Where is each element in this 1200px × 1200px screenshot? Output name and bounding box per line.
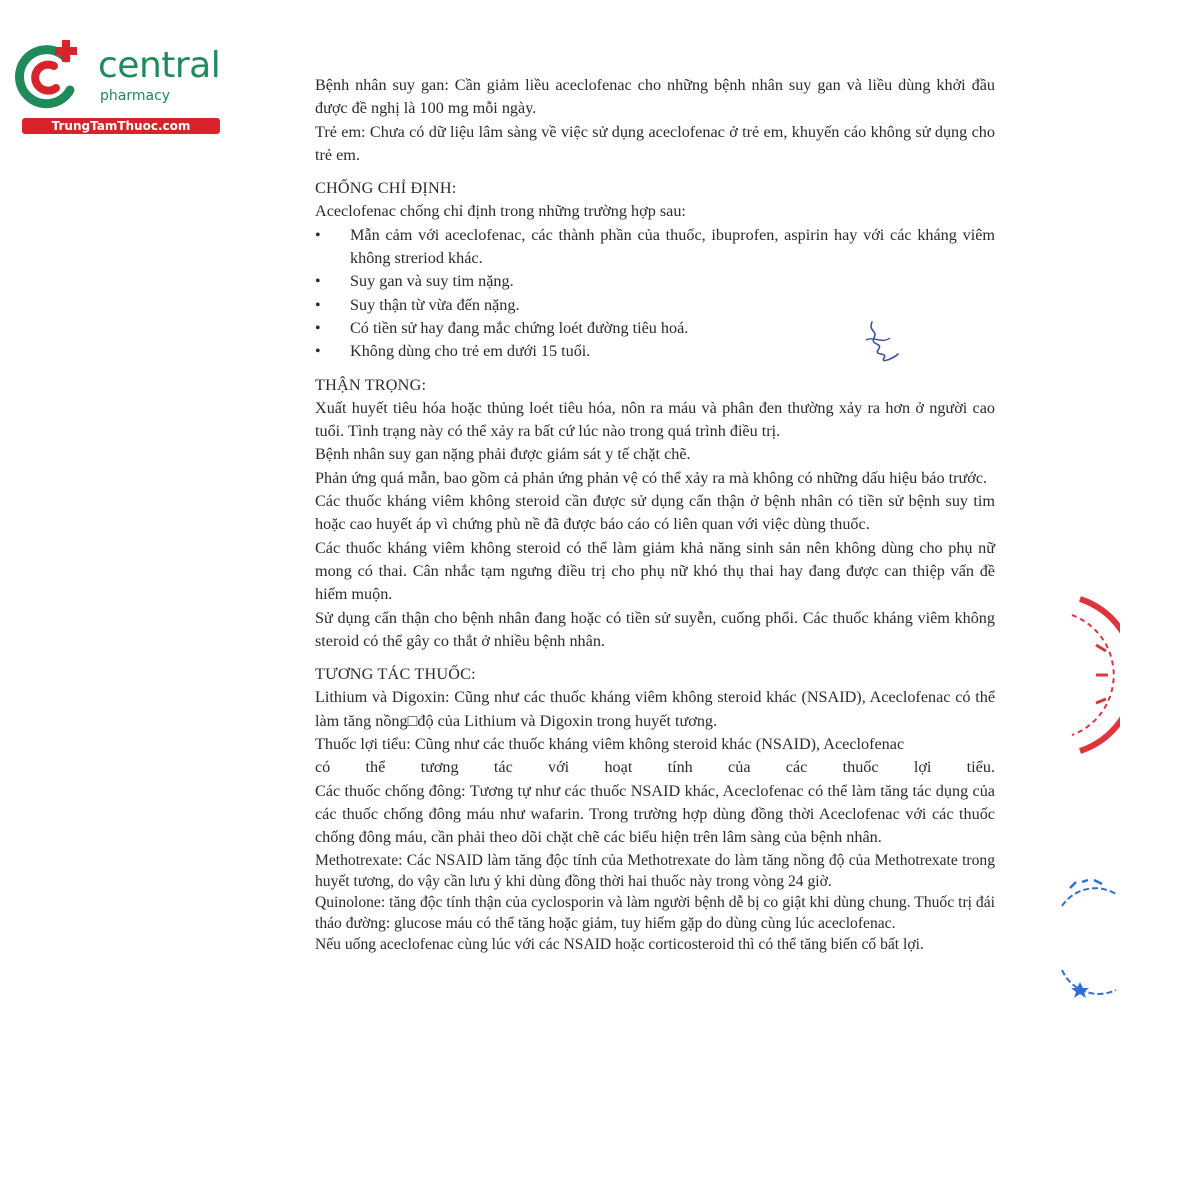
contraindication-item: • Không dùng cho trẻ em dưới 15 tuổi. (315, 340, 995, 363)
contraindications-heading: CHỐNG CHỈ ĐỊNH: (315, 179, 457, 198)
methotrexate-paragraph: Methotrexate: Các NSAID làm tăng độc tính của Methotrexate do làm tăng nồng độ của Methotrexate trong huyết tương, do vậy cần lưu ý khi dùng đồng thời hai thuốc này trong vòng 24 giờ. (315, 851, 995, 890)
document-body (315, 74, 995, 955)
contraindications-lead: Aceclofenac chống chỉ định trong những trường hợp sau: (315, 202, 686, 221)
central-pharmacy-logo[interactable] (10, 38, 221, 138)
logo-url[interactable]: TrungTamThuoc.com (22, 118, 220, 134)
contraindication-item: • Suy thận từ vừa đến nặng. (315, 294, 995, 317)
interactions-heading: TƯƠNG TÁC THUỐC: (315, 665, 476, 684)
blue-stamp-icon (1058, 960, 1118, 1005)
signature-icon (858, 318, 906, 366)
nsaid-combination-paragraph: Nếu uống aceclofenac cùng lúc với các NSAID hoặc corticosteroid thì có thể tăng biến cố bất lợi. (315, 935, 924, 953)
precaution-paragraph: Sử dụng cẩn thận cho bệnh nhân đang hoặc có tiền sử suyễn, cuống phổi. Các thuốc kháng viêm không steroid có thể gây co thắt ở nhiều bệnh nhân. (315, 608, 995, 650)
contraindication-item: • Suy gan và suy tim nặng. (315, 270, 995, 293)
precaution-paragraph: Xuất huyết tiêu hóa hoặc thủng loét tiêu hóa, nôn ra máu và phân đen thường xảy ra hơn ở người cao tuổi. Tình trạng này có thể xảy ra bất cứ lúc nào trong quá trình điều trị. (315, 398, 995, 441)
precaution-paragraph: Phản ứng quá mẫn, bao gồm cả phản ứng phản vệ có thể xảy ra mà không có những dấu hiệu báo trước. (315, 468, 988, 487)
logo-subtitle: pharmacy (100, 88, 171, 104)
contraindication-item: • Mẫn cảm với aceclofenac, các thành phần của thuốc, ibuprofen, aspirin hay với các kháng viêm không streriod khác. (315, 224, 995, 271)
blue-stamp-icon (1058, 876, 1118, 916)
lithium-digoxin-paragraph: Lithium và Digoxin: Cũng như các thuốc kháng viêm không steroid khác (NSAID), Aceclofenac có thể làm tăng nồng□độ của Lithium và Digoxin trong huyết tương. (315, 688, 995, 730)
precaution-paragraph: Bệnh nhân suy gan nặng phải được giám sát y tế chặt chẽ. (315, 445, 691, 464)
red-stamp-icon (1060, 595, 1120, 755)
central-logo-mark-icon (10, 38, 88, 116)
diuretics-line: Thuốc lợi tiểu: Cũng như các thuốc kháng viêm không steroid khác (NSAID), Aceclofenac (315, 735, 905, 754)
diuretics-line: có thể tương tác với hoạt tính của các thuốc lợi tiểu. (315, 758, 995, 777)
precautions-heading: THẬN TRỌNG: (315, 375, 427, 394)
hepatic-impairment-paragraph: Bệnh nhân suy gan: Cần giảm liều aceclofenac cho những bệnh nhân suy gan và liều dùng khởi đầu được đề nghị là 100 mg mỗi ngày. (315, 76, 995, 118)
contraindication-item: • Có tiền sử hay đang mắc chứng loét đường tiêu hoá. (315, 317, 995, 340)
anticoagulants-paragraph: Các thuốc chống đông: Tương tự như các thuốc NSAID khác, Aceclofenac có thể làm tăng tác dụng của các thuốc chống đông máu như wafarin. Trong trường hợp dùng đồng thời Aceclofenac với các thuốc chống đông máu, cần phải theo dõi chặt chẽ các biểu hiện trên lâm sàng của bệnh nhân. (315, 781, 995, 847)
logo-name: central (98, 45, 221, 86)
quinolone-paragraph: Quinolone: tăng độc tính thận của cyclosporin và làm người bệnh dễ bị co giật khi dùng chung. Thuốc trị đái tháo đường: glucose máu có thể tăng hoặc giảm, tuy hiếm gặp do dùng cùng lúc aceclofenac. (315, 893, 995, 932)
precaution-paragraph: Các thuốc kháng viêm không steroid cần được sử dụng cẩn thận ở bệnh nhân có tiền sử bệnh suy tim hoặc cao huyết áp vì chứng phù nề đã được báo cáo có liên quan với việc dùng thuốc. (315, 492, 995, 534)
children-paragraph: Trẻ em: Chưa có dữ liệu lâm sàng về việc sử dụng aceclofenac ở trẻ em, khuyến cáo không sử dụng cho trẻ em. (315, 122, 995, 164)
precaution-paragraph: Các thuốc kháng viêm không steroid có thể làm giảm khả năng sinh sản nên không dùng cho phụ nữ mong có thai. Cân nhắc tạm ngưng điều trị cho phụ nữ khó thụ thai hay đang được can thiệp vấn đề hiếm muộn. (315, 538, 995, 604)
